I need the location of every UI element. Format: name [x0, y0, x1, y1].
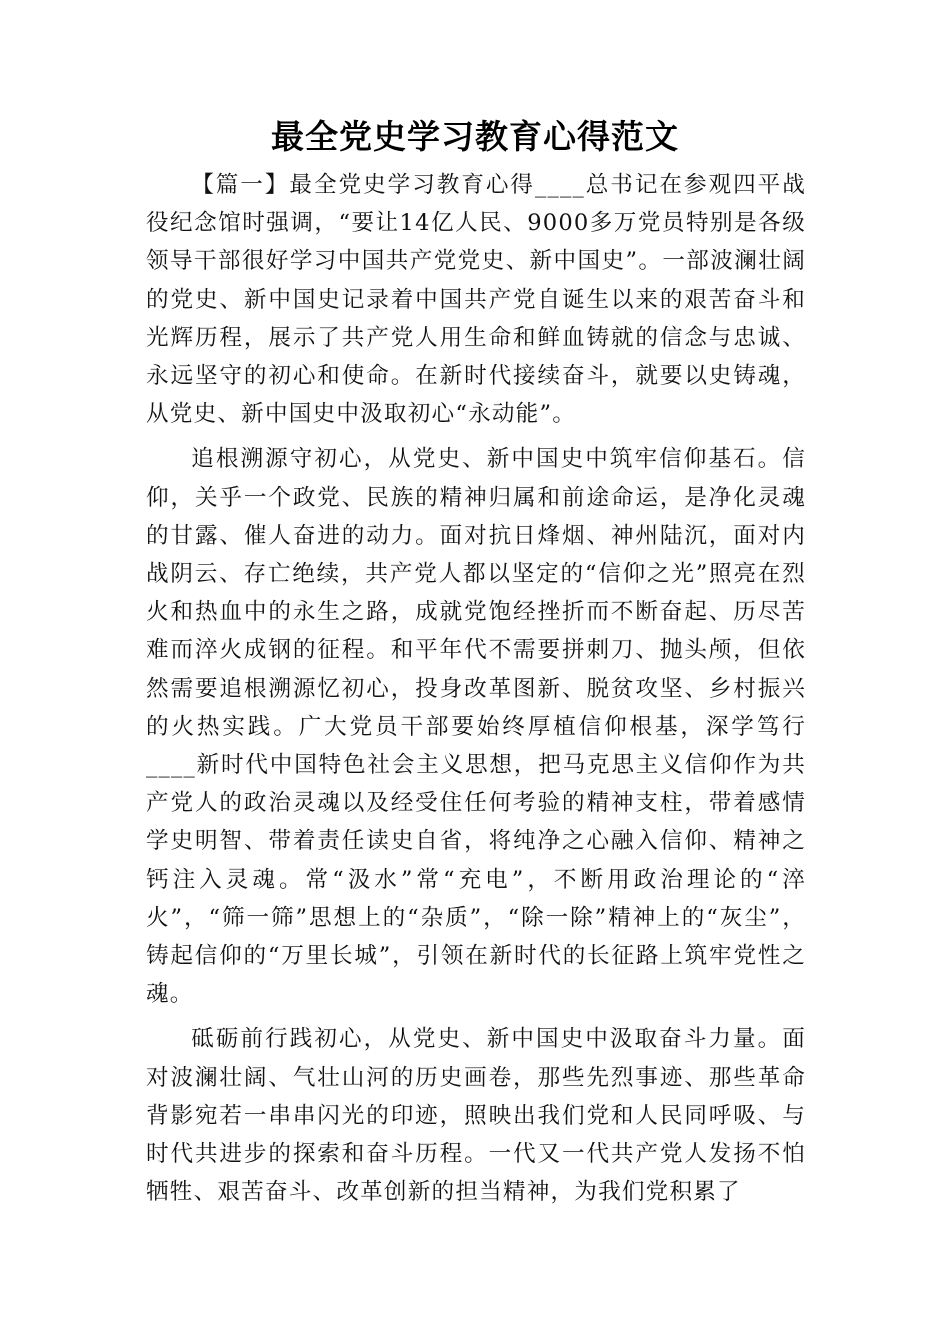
document-title: 最全党史学习教育心得范文 [271, 117, 679, 156]
paragraph-3: 砥砺前行践初心，从党史、新中国史中汲取奋斗力量。面对波澜壮阔、气壮山河的历史画卷，那些先烈事迹、那些革命背影宛若一串串闪光的印迹，照映出我们党和人民同呼吸、与时代共进步的探索和奋斗历程。一代又一代共产党人发扬不怕牺牲、艰苦奋斗、改革创新的担当精神，为我们党积累了 [146, 1026, 806, 1206]
paragraph-1: 【篇一】最全党史学习教育心得____总书记在参观四平战役纪念馆时强调，“要让14亿人民、9000多万党员特别是各级领导干部很好学习中国共产党党史、新中国史”。一部波澜壮阔的党史、新中国史记录着中国共产党自诞生以来的艰苦奋斗和光辉历程，展示了共产党人用生命和鲜血铸就的信念与忠诚、永远坚守的初心和使命。在新时代接续奋斗，就要以史铸魂，从党史、新中国史中汲取初心“永动能”。 [146, 172, 806, 428]
paragraph-2: 追根溯源守初心，从党史、新中国史中筑牢信仰基石。信仰，关乎一个政党、民族的精神归属和前途命运，是净化灵魂的甘露、催人奋进的动力。面对抗日烽烟、神州陆沉，面对内战阴云、存亡绝续，共产党人都以坚定的“信仰之光”照亮在烈火和热血中的永生之路，成就党饱经挫折而不断奋起、历尽苦难而淬火成钢的征程。和平年代不需要拼刺刀、抛头颅，但依然需要追根溯源忆初心，投身改革图新、脱贫攻坚、乡村振兴的火热实践。广大党员干部要始终厚植信仰根基，深学笃行____新时代中国特色社会主义思想，把马克思主义信仰作为共产党人的政治灵魂以及经受住任何考验的精神支柱，带着感情学史明智、带着责任读史自省，将纯净之心融入信仰、精神之钙注入灵魂。常“汲水”常“充电”，不断用政治理论的“淬火”，“筛一筛”思想上的“杂质”，“除一除”精神上的“灰尘”，铸起信仰的“万里长城”，引领在新时代的长征路上筑牢党性之魂。 [146, 446, 806, 1008]
document-body [146, 166, 806, 1218]
